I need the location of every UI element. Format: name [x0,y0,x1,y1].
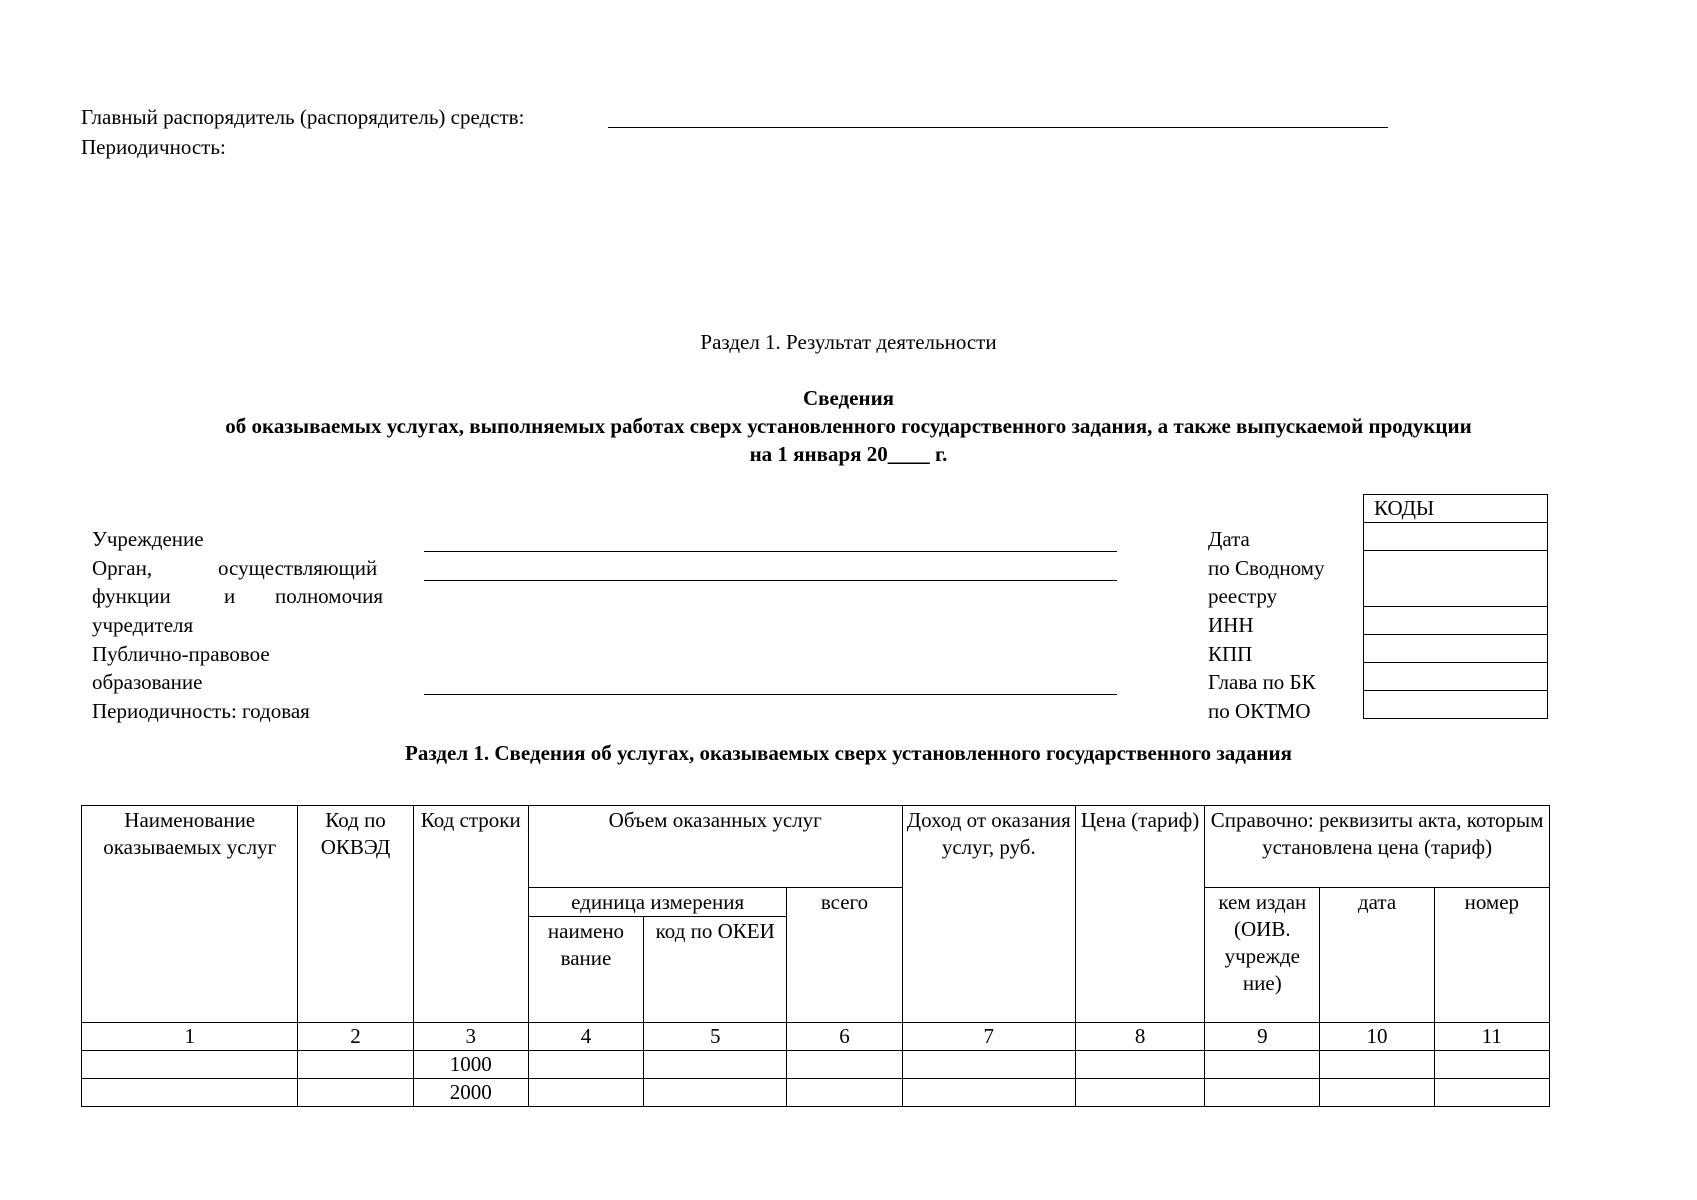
table-row [82,1079,1550,1107]
institution-label: Учреждение [92,527,204,551]
header-row-code: Код строки [413,806,528,1023]
cell-price[interactable] [1075,1079,1204,1107]
codes-table [1363,494,1548,719]
periodicity-yearly: Периодичность: годовая [92,699,310,723]
cell-row-code: 2000 [413,1079,528,1107]
cell-price[interactable] [1075,1051,1204,1079]
organ-label-1a: Орган, [92,556,153,580]
section-title: Раздел 1. Результат деятельности [700,330,997,354]
column-number: 2 [298,1023,413,1051]
organ-label-2b: и [224,584,236,608]
organ-label-2c: полномочия [275,584,383,608]
main-manager-label: Главный распорядитель (распорядитель) средств: [81,105,525,129]
public-entity-label-1: Публично-правовое [92,642,270,666]
codes-header: КОДЫ [1364,495,1548,523]
document-title: Сведения [802,386,895,410]
cell-issued-by[interactable] [1205,1079,1320,1107]
institution-field[interactable] [424,551,1117,552]
codes-date-cell[interactable] [1364,523,1548,551]
document-date: на 1 января 20____ г. [749,442,948,466]
header-service-name: Наименование оказываемых услуг [82,806,298,1023]
cell-income[interactable] [902,1051,1075,1079]
cell-act-date[interactable] [1320,1051,1434,1079]
codes-registry-label-1: по Сводному [1208,556,1325,580]
column-number: 6 [787,1023,902,1051]
codes-chapter-cell[interactable] [1364,663,1548,691]
codes-inn-label: ИНН [1208,613,1254,637]
column-number: 10 [1320,1023,1434,1051]
header-issued-by: кем издан (ОИВ. учрежде ние) [1205,888,1320,1023]
cell-act-number[interactable] [1434,1079,1549,1107]
cell-service-name[interactable] [82,1079,298,1107]
periodicity-label: Периодичность: [81,135,226,159]
cell-income[interactable] [902,1079,1075,1107]
cell-okved[interactable] [298,1079,413,1107]
codes-date-label: Дата [1208,527,1250,551]
main-manager-field[interactable] [608,127,1388,128]
section2-title: Раздел 1. Сведения об услугах, оказываемых сверх установленного государственного задания [405,741,1292,765]
header-act-date: дата [1320,888,1434,1023]
header-act-number: номер [1434,888,1549,1023]
codes-chapter-label: Глава по БК [1208,670,1316,694]
column-number: 7 [902,1023,1075,1051]
header-total: всего [787,888,902,1023]
column-number: 9 [1205,1023,1320,1051]
cell-act-number[interactable] [1434,1051,1549,1079]
cell-row-code: 1000 [413,1051,528,1079]
column-number: 5 [644,1023,787,1051]
document-subtitle: об оказываемых услугах, выполняемых работах сверх установленного государственного задания, а также выпускаемой продукции [225,414,1472,438]
header-reference: Справочно: реквизиты акта, которым установлена цена (тариф) [1205,806,1550,888]
organ-label-1b: осуществляющий [218,556,378,580]
codes-kpp-cell[interactable] [1364,635,1548,663]
column-numbers-row [82,1023,1550,1051]
cell-total[interactable] [787,1079,902,1107]
header-okved: Код по ОКВЭД [298,806,413,1023]
table-row [82,1051,1550,1079]
services-table [81,805,1550,1107]
organ-label-2a: функции [92,584,171,608]
cell-unit-okei[interactable] [644,1079,787,1107]
public-entity-label-2: образование [92,670,203,694]
header-price: Цена (тариф) [1075,806,1204,1023]
cell-okved[interactable] [298,1051,413,1079]
codes-oktmo-label: по ОКТМО [1208,699,1311,723]
cell-unit-name[interactable] [528,1051,643,1079]
codes-registry-label-2: реестру [1208,584,1278,608]
codes-kpp-label: КПП [1208,642,1253,666]
cell-issued-by[interactable] [1205,1051,1320,1079]
column-number: 1 [82,1023,298,1051]
organ-label-3: учредителя [92,613,194,637]
codes-registry-cell[interactable] [1364,551,1548,607]
header-unit-okei: код по ОКЕИ [644,917,787,1023]
header-income: Доход от оказания услуг, руб. [902,806,1075,1023]
header-volume: Объем оказанных услуг [528,806,902,888]
column-number: 3 [413,1023,528,1051]
organ-field[interactable] [424,580,1117,581]
column-number: 8 [1075,1023,1204,1051]
codes-inn-cell[interactable] [1364,607,1548,635]
public-entity-field[interactable] [424,694,1117,695]
column-number: 4 [528,1023,643,1051]
header-unit: единица измерения [528,888,787,917]
cell-act-date[interactable] [1320,1079,1434,1107]
column-number: 11 [1434,1023,1549,1051]
cell-service-name[interactable] [82,1051,298,1079]
header-unit-name: наимено вание [528,917,643,1023]
cell-unit-name[interactable] [528,1079,643,1107]
codes-oktmo-cell[interactable] [1364,691,1548,719]
cell-total[interactable] [787,1051,902,1079]
cell-unit-okei[interactable] [644,1051,787,1079]
